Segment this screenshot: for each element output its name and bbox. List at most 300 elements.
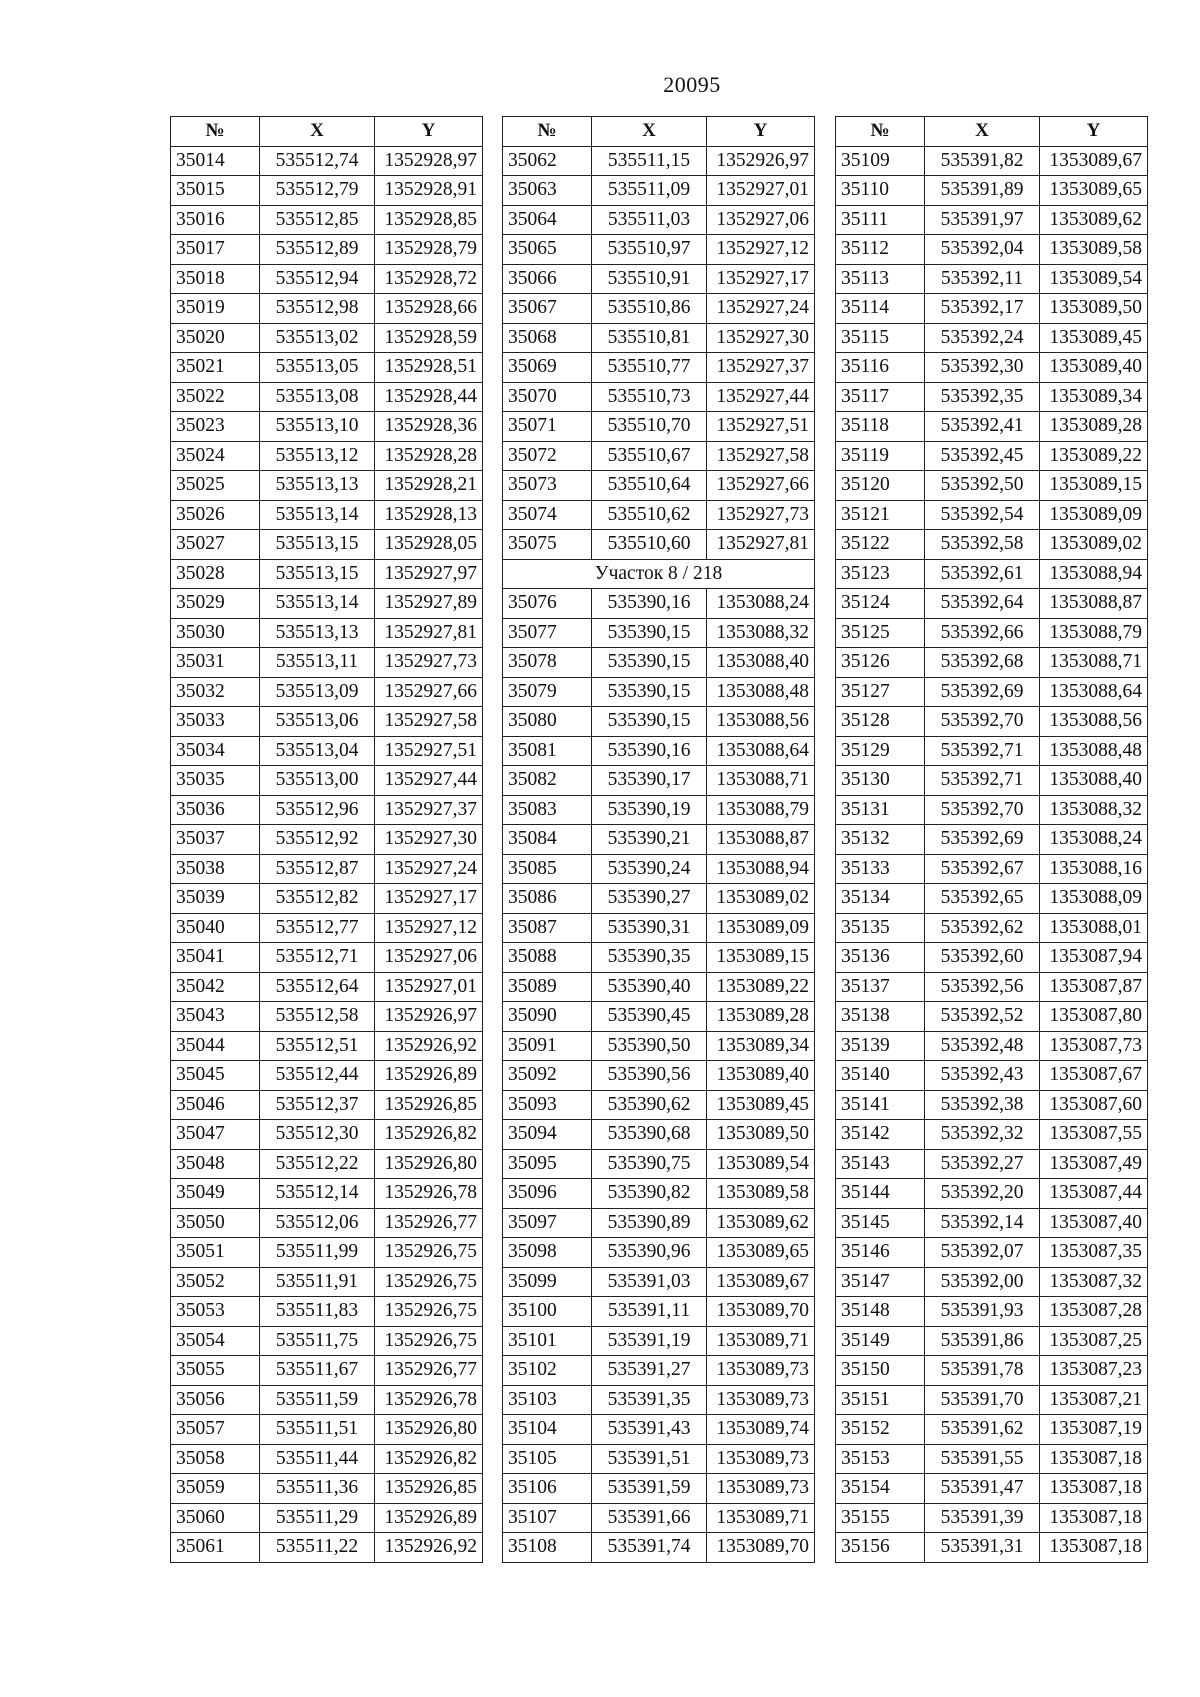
x-coordinate-cell: 535391,03 [592, 1267, 707, 1297]
y-coordinate-cell: 1353087,40 [1040, 1208, 1148, 1238]
table-row [503, 1533, 815, 1563]
table-row [171, 943, 483, 973]
table-row [171, 736, 483, 766]
x-coordinate-cell: 535513,13 [260, 618, 375, 648]
point-number-cell: 35065 [503, 235, 592, 265]
table-row [171, 854, 483, 884]
x-coordinate-cell: 535510,60 [592, 530, 707, 560]
x-coordinate-cell: 535391,97 [925, 205, 1040, 235]
point-number-cell: 35149 [836, 1326, 925, 1356]
y-coordinate-cell: 1353087,18 [1040, 1444, 1148, 1474]
y-coordinate-cell: 1353087,18 [1040, 1533, 1148, 1563]
table-row [171, 825, 483, 855]
x-coordinate-cell: 535513,09 [260, 677, 375, 707]
point-number-cell: 35039 [171, 884, 260, 914]
point-number-cell: 35144 [836, 1179, 925, 1209]
table-row [836, 1267, 1148, 1297]
point-number-cell: 35113 [836, 264, 925, 294]
point-number-cell: 35036 [171, 795, 260, 825]
y-coordinate-cell: 1352927,51 [707, 412, 815, 442]
table-row [503, 825, 815, 855]
table-row [836, 1356, 1148, 1386]
y-coordinate-cell: 1353087,23 [1040, 1356, 1148, 1386]
table-row [171, 1208, 483, 1238]
y-coordinate-cell: 1353089,73 [707, 1474, 815, 1504]
x-coordinate-cell: 535392,69 [925, 677, 1040, 707]
header-x: X [925, 117, 1040, 147]
table-row [503, 382, 815, 412]
point-number-cell: 35121 [836, 500, 925, 530]
y-coordinate-cell: 1353089,40 [1040, 353, 1148, 383]
x-coordinate-cell: 535391,55 [925, 1444, 1040, 1474]
point-number-cell: 35117 [836, 382, 925, 412]
point-number-cell: 35135 [836, 913, 925, 943]
table-row [171, 441, 483, 471]
table-row [836, 854, 1148, 884]
point-number-cell: 35104 [503, 1415, 592, 1445]
x-coordinate-cell: 535512,82 [260, 884, 375, 914]
y-coordinate-cell: 1352927,58 [707, 441, 815, 471]
y-coordinate-cell: 1353087,60 [1040, 1090, 1148, 1120]
x-coordinate-cell: 535512,64 [260, 972, 375, 1002]
y-coordinate-cell: 1353088,01 [1040, 913, 1148, 943]
table-row [836, 1385, 1148, 1415]
point-number-cell: 35096 [503, 1179, 592, 1209]
y-coordinate-cell: 1352927,58 [375, 707, 483, 737]
x-coordinate-cell: 535510,91 [592, 264, 707, 294]
x-coordinate-cell: 535392,14 [925, 1208, 1040, 1238]
point-number-cell: 35115 [836, 323, 925, 353]
x-coordinate-cell: 535511,22 [260, 1533, 375, 1563]
y-coordinate-cell: 1352928,66 [375, 294, 483, 324]
point-number-cell: 35023 [171, 412, 260, 442]
table-row [503, 766, 815, 796]
table-row [503, 471, 815, 501]
y-coordinate-cell: 1353089,54 [1040, 264, 1148, 294]
y-coordinate-cell: 1352927,01 [375, 972, 483, 1002]
table-row [503, 1267, 815, 1297]
table-row [171, 913, 483, 943]
point-number-cell: 35089 [503, 972, 592, 1002]
y-coordinate-cell: 1353089,65 [1040, 176, 1148, 206]
x-coordinate-cell: 535390,15 [592, 707, 707, 737]
x-coordinate-cell: 535391,86 [925, 1326, 1040, 1356]
point-number-cell: 35068 [503, 323, 592, 353]
y-coordinate-cell: 1352927,06 [375, 943, 483, 973]
table-row [171, 353, 483, 383]
coordinate-table-3 [835, 116, 1148, 1563]
y-coordinate-cell: 1353088,24 [1040, 825, 1148, 855]
y-coordinate-cell: 1352926,75 [375, 1267, 483, 1297]
y-coordinate-cell: 1353087,35 [1040, 1238, 1148, 1268]
table-row [503, 1120, 815, 1150]
x-coordinate-cell: 535390,31 [592, 913, 707, 943]
table-row [171, 264, 483, 294]
y-coordinate-cell: 1352926,92 [375, 1031, 483, 1061]
x-coordinate-cell: 535392,43 [925, 1061, 1040, 1091]
y-coordinate-cell: 1352928,05 [375, 530, 483, 560]
point-number-cell: 35059 [171, 1474, 260, 1504]
point-number-cell: 35058 [171, 1444, 260, 1474]
x-coordinate-cell: 535392,45 [925, 441, 1040, 471]
y-coordinate-cell: 1353089,58 [1040, 235, 1148, 265]
x-coordinate-cell: 535391,43 [592, 1415, 707, 1445]
table-row [836, 884, 1148, 914]
table-row [503, 1297, 815, 1327]
point-number-cell: 35056 [171, 1385, 260, 1415]
point-number-cell: 35071 [503, 412, 592, 442]
point-number-cell: 35094 [503, 1120, 592, 1150]
x-coordinate-cell: 535392,30 [925, 353, 1040, 383]
y-coordinate-cell: 1353087,94 [1040, 943, 1148, 973]
x-coordinate-cell: 535512,22 [260, 1149, 375, 1179]
y-coordinate-cell: 1352928,36 [375, 412, 483, 442]
table-row [503, 1149, 815, 1179]
x-coordinate-cell: 535392,27 [925, 1149, 1040, 1179]
point-number-cell: 35139 [836, 1031, 925, 1061]
table-row [836, 1061, 1148, 1091]
y-coordinate-cell: 1352928,28 [375, 441, 483, 471]
x-coordinate-cell: 535512,30 [260, 1120, 375, 1150]
point-number-cell: 35028 [171, 559, 260, 589]
table-row [503, 943, 815, 973]
y-coordinate-cell: 1353089,62 [707, 1208, 815, 1238]
table-row [836, 441, 1148, 471]
y-coordinate-cell: 1352926,77 [375, 1208, 483, 1238]
table-row [171, 884, 483, 914]
y-coordinate-cell: 1353089,15 [707, 943, 815, 973]
point-number-cell: 35102 [503, 1356, 592, 1386]
table-row [171, 766, 483, 796]
x-coordinate-cell: 535392,69 [925, 825, 1040, 855]
point-number-cell: 35153 [836, 1444, 925, 1474]
point-number-cell: 35127 [836, 677, 925, 707]
y-coordinate-cell: 1353087,80 [1040, 1002, 1148, 1032]
table-row [836, 559, 1148, 589]
point-number-cell: 35030 [171, 618, 260, 648]
table-row [836, 618, 1148, 648]
x-coordinate-cell: 535513,00 [260, 766, 375, 796]
x-coordinate-cell: 535392,67 [925, 854, 1040, 884]
y-coordinate-cell: 1352926,75 [375, 1326, 483, 1356]
x-coordinate-cell: 535512,85 [260, 205, 375, 235]
table-row [503, 294, 815, 324]
point-number-cell: 35076 [503, 589, 592, 619]
y-coordinate-cell: 1353089,50 [1040, 294, 1148, 324]
table-row [836, 825, 1148, 855]
table-row [836, 323, 1148, 353]
x-coordinate-cell: 535511,91 [260, 1267, 375, 1297]
point-number-cell: 35015 [171, 176, 260, 206]
x-coordinate-cell: 535511,83 [260, 1297, 375, 1327]
x-coordinate-cell: 535513,14 [260, 589, 375, 619]
point-number-cell: 35044 [171, 1031, 260, 1061]
table-row [836, 1031, 1148, 1061]
y-coordinate-cell: 1353089,28 [1040, 412, 1148, 442]
y-coordinate-cell: 1353089,34 [707, 1031, 815, 1061]
x-coordinate-cell: 535392,20 [925, 1179, 1040, 1209]
point-number-cell: 35080 [503, 707, 592, 737]
table-row [171, 559, 483, 589]
x-coordinate-cell: 535390,17 [592, 766, 707, 796]
y-coordinate-cell: 1353089,70 [707, 1297, 815, 1327]
point-number-cell: 35130 [836, 766, 925, 796]
table-row [171, 205, 483, 235]
point-number-cell: 35129 [836, 736, 925, 766]
y-coordinate-cell: 1353089,02 [707, 884, 815, 914]
point-number-cell: 35027 [171, 530, 260, 560]
y-coordinate-cell: 1352927,01 [707, 176, 815, 206]
table-row [836, 176, 1148, 206]
table-row [171, 500, 483, 530]
table-row [836, 736, 1148, 766]
x-coordinate-cell: 535392,71 [925, 766, 1040, 796]
point-number-cell: 35029 [171, 589, 260, 619]
x-coordinate-cell: 535512,87 [260, 854, 375, 884]
point-number-cell: 35077 [503, 618, 592, 648]
table-row [836, 707, 1148, 737]
x-coordinate-cell: 535392,61 [925, 559, 1040, 589]
y-coordinate-cell: 1352927,51 [375, 736, 483, 766]
point-number-cell: 35050 [171, 1208, 260, 1238]
y-coordinate-cell: 1352926,97 [375, 1002, 483, 1032]
y-coordinate-cell: 1352926,82 [375, 1120, 483, 1150]
table-row [836, 146, 1148, 176]
x-coordinate-cell: 535511,59 [260, 1385, 375, 1415]
y-coordinate-cell: 1353089,67 [707, 1267, 815, 1297]
table-row [171, 1031, 483, 1061]
x-coordinate-cell: 535391,70 [925, 1385, 1040, 1415]
point-number-cell: 35108 [503, 1533, 592, 1563]
y-coordinate-cell: 1353089,73 [707, 1444, 815, 1474]
point-number-cell: 35087 [503, 913, 592, 943]
x-coordinate-cell: 535391,11 [592, 1297, 707, 1327]
table-header-row [836, 117, 1148, 147]
x-coordinate-cell: 535390,82 [592, 1179, 707, 1209]
y-coordinate-cell: 1353089,71 [707, 1503, 815, 1533]
x-coordinate-cell: 535391,82 [925, 146, 1040, 176]
table-row [503, 1090, 815, 1120]
y-coordinate-cell: 1353088,56 [1040, 707, 1148, 737]
y-coordinate-cell: 1352927,17 [375, 884, 483, 914]
point-number-cell: 35109 [836, 146, 925, 176]
y-coordinate-cell: 1352927,17 [707, 264, 815, 294]
table-row [836, 943, 1148, 973]
point-number-cell: 35088 [503, 943, 592, 973]
point-number-cell: 35078 [503, 648, 592, 678]
y-coordinate-cell: 1352927,81 [375, 618, 483, 648]
y-coordinate-cell: 1353088,79 [707, 795, 815, 825]
y-coordinate-cell: 1353087,67 [1040, 1061, 1148, 1091]
table-row [836, 648, 1148, 678]
y-coordinate-cell: 1353089,45 [707, 1090, 815, 1120]
table-row [503, 795, 815, 825]
point-number-cell: 35093 [503, 1090, 592, 1120]
table-row [836, 1090, 1148, 1120]
y-coordinate-cell: 1352927,24 [707, 294, 815, 324]
point-number-cell: 35148 [836, 1297, 925, 1327]
point-number-cell: 35022 [171, 382, 260, 412]
table-row [503, 618, 815, 648]
y-coordinate-cell: 1353089,02 [1040, 530, 1148, 560]
x-coordinate-cell: 535392,04 [925, 235, 1040, 265]
point-number-cell: 35070 [503, 382, 592, 412]
point-number-cell: 35155 [836, 1503, 925, 1533]
point-number-cell: 35123 [836, 559, 925, 589]
x-coordinate-cell: 535392,11 [925, 264, 1040, 294]
point-number-cell: 35048 [171, 1149, 260, 1179]
x-coordinate-cell: 535391,66 [592, 1503, 707, 1533]
table-row [171, 618, 483, 648]
point-number-cell: 35111 [836, 205, 925, 235]
y-coordinate-cell: 1353088,32 [1040, 795, 1148, 825]
table-row [171, 1503, 483, 1533]
table-row [836, 382, 1148, 412]
point-number-cell: 35061 [171, 1533, 260, 1563]
table-row [503, 736, 815, 766]
header-y: Y [707, 117, 815, 147]
y-coordinate-cell: 1352927,12 [375, 913, 483, 943]
point-number-cell: 35120 [836, 471, 925, 501]
y-coordinate-cell: 1353087,49 [1040, 1149, 1148, 1179]
table-row [171, 589, 483, 619]
x-coordinate-cell: 535511,36 [260, 1474, 375, 1504]
table-row [503, 353, 815, 383]
x-coordinate-cell: 535391,39 [925, 1503, 1040, 1533]
x-coordinate-cell: 535510,86 [592, 294, 707, 324]
y-coordinate-cell: 1353088,48 [707, 677, 815, 707]
y-coordinate-cell: 1352927,06 [707, 205, 815, 235]
x-coordinate-cell: 535390,15 [592, 648, 707, 678]
point-number-cell: 35132 [836, 825, 925, 855]
point-number-cell: 35025 [171, 471, 260, 501]
point-number-cell: 35043 [171, 1002, 260, 1032]
y-coordinate-cell: 1352928,13 [375, 500, 483, 530]
point-number-cell: 35147 [836, 1267, 925, 1297]
y-coordinate-cell: 1352927,73 [707, 500, 815, 530]
point-number-cell: 35081 [503, 736, 592, 766]
point-number-cell: 35140 [836, 1061, 925, 1091]
y-coordinate-cell: 1353089,74 [707, 1415, 815, 1445]
y-coordinate-cell: 1352926,85 [375, 1474, 483, 1504]
table-row [171, 412, 483, 442]
point-number-cell: 35101 [503, 1326, 592, 1356]
point-number-cell: 35106 [503, 1474, 592, 1504]
x-coordinate-cell: 535510,81 [592, 323, 707, 353]
x-coordinate-cell: 535513,12 [260, 441, 375, 471]
table-row [171, 176, 483, 206]
table-row [503, 1385, 815, 1415]
table-row [171, 471, 483, 501]
point-number-cell: 35082 [503, 766, 592, 796]
point-number-cell: 35075 [503, 530, 592, 560]
point-number-cell: 35125 [836, 618, 925, 648]
table-row [836, 1297, 1148, 1327]
point-number-cell: 35138 [836, 1002, 925, 1032]
table-row [836, 913, 1148, 943]
y-coordinate-cell: 1353088,32 [707, 618, 815, 648]
table-row [836, 353, 1148, 383]
page-number: 20095 [663, 72, 721, 97]
y-coordinate-cell: 1352927,73 [375, 648, 483, 678]
table-row [836, 1474, 1148, 1504]
point-number-cell: 35053 [171, 1297, 260, 1327]
section-row [503, 559, 815, 589]
table-row [836, 264, 1148, 294]
y-coordinate-cell: 1352927,24 [375, 854, 483, 884]
y-coordinate-cell: 1353087,19 [1040, 1415, 1148, 1445]
point-number-cell: 35112 [836, 235, 925, 265]
y-coordinate-cell: 1352928,21 [375, 471, 483, 501]
point-number-cell: 35063 [503, 176, 592, 206]
table-row [503, 1326, 815, 1356]
x-coordinate-cell: 535392,71 [925, 736, 1040, 766]
x-coordinate-cell: 535510,62 [592, 500, 707, 530]
x-coordinate-cell: 535391,93 [925, 1297, 1040, 1327]
y-coordinate-cell: 1353088,24 [707, 589, 815, 619]
point-number-cell: 35031 [171, 648, 260, 678]
x-coordinate-cell: 535513,13 [260, 471, 375, 501]
point-number-cell: 35107 [503, 1503, 592, 1533]
point-number-cell: 35051 [171, 1238, 260, 1268]
point-number-cell: 35086 [503, 884, 592, 914]
point-number-cell: 35021 [171, 353, 260, 383]
point-number-cell: 35037 [171, 825, 260, 855]
point-number-cell: 35067 [503, 294, 592, 324]
table-row [171, 1238, 483, 1268]
point-number-cell: 35119 [836, 441, 925, 471]
table-row [503, 1238, 815, 1268]
point-number-cell: 35137 [836, 972, 925, 1002]
x-coordinate-cell: 535513,15 [260, 530, 375, 560]
header-x: X [260, 117, 375, 147]
point-number-cell: 35033 [171, 707, 260, 737]
y-coordinate-cell: 1352927,89 [375, 589, 483, 619]
table-row [171, 382, 483, 412]
point-number-cell: 35084 [503, 825, 592, 855]
point-number-cell: 35099 [503, 1267, 592, 1297]
point-number-cell: 35091 [503, 1031, 592, 1061]
x-coordinate-cell: 535392,70 [925, 707, 1040, 737]
y-coordinate-cell: 1353088,94 [1040, 559, 1148, 589]
y-coordinate-cell: 1352927,44 [707, 382, 815, 412]
y-coordinate-cell: 1352928,59 [375, 323, 483, 353]
table-row [836, 795, 1148, 825]
y-coordinate-cell: 1353089,28 [707, 1002, 815, 1032]
y-coordinate-cell: 1353088,56 [707, 707, 815, 737]
y-coordinate-cell: 1353089,22 [707, 972, 815, 1002]
x-coordinate-cell: 535390,45 [592, 1002, 707, 1032]
x-coordinate-cell: 535391,62 [925, 1415, 1040, 1445]
y-coordinate-cell: 1353087,87 [1040, 972, 1148, 1002]
table-row [503, 1444, 815, 1474]
table-row [836, 1002, 1148, 1032]
y-coordinate-cell: 1352928,72 [375, 264, 483, 294]
y-coordinate-cell: 1353089,40 [707, 1061, 815, 1091]
y-coordinate-cell: 1352928,97 [375, 146, 483, 176]
y-coordinate-cell: 1353089,58 [707, 1179, 815, 1209]
table-row [836, 1179, 1148, 1209]
table-row [171, 530, 483, 560]
point-number-cell: 35066 [503, 264, 592, 294]
table-row [836, 235, 1148, 265]
x-coordinate-cell: 535390,27 [592, 884, 707, 914]
y-coordinate-cell: 1352926,89 [375, 1061, 483, 1091]
x-coordinate-cell: 535390,75 [592, 1149, 707, 1179]
y-coordinate-cell: 1353087,28 [1040, 1297, 1148, 1327]
table-row [836, 1238, 1148, 1268]
point-number-cell: 35103 [503, 1385, 592, 1415]
